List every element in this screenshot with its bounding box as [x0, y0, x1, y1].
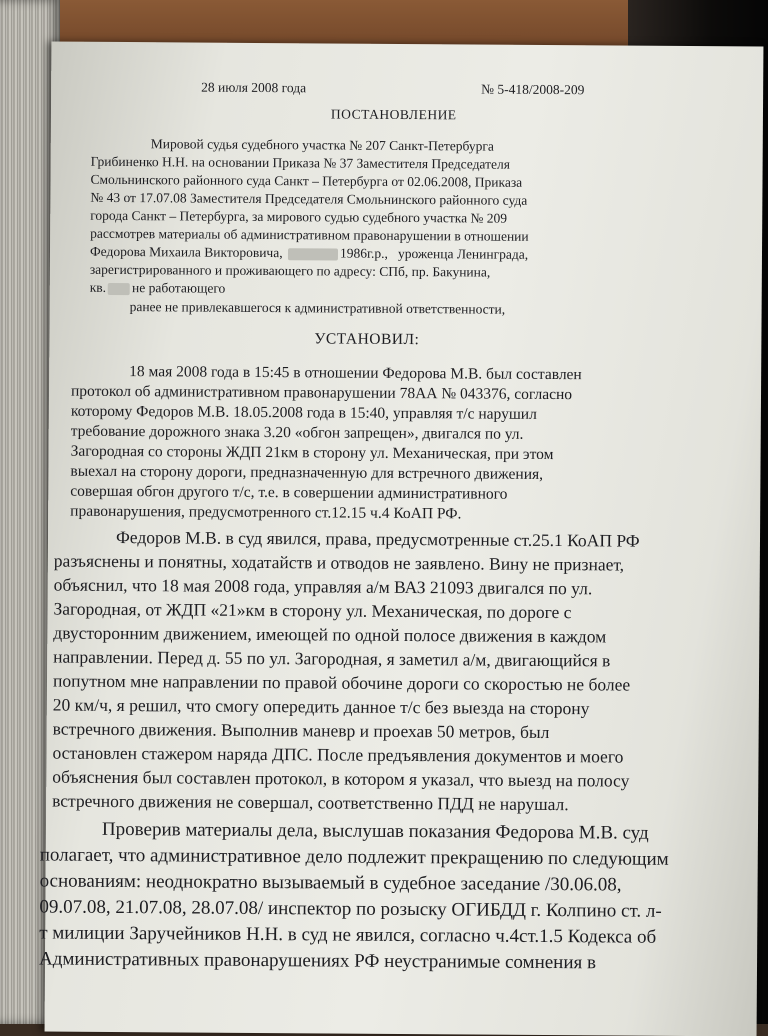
paragraph-line: объяснения был составлен протокол, в котором я указал, что выезд на полосу: [52, 766, 630, 791]
paragraph-line: остановлен стажером наряда ДПС. После предъявления документов и моего: [52, 742, 624, 767]
paragraph-line: Проверив материалы дела, выслушав показания Федорова М.В. суд: [101, 818, 649, 844]
paragraph-line: совершая обгон другого т/с, т.е. в совершении административного: [70, 482, 508, 503]
intro-line: ранее не привлекавшегося к административной ответственности,: [129, 299, 506, 317]
case-number: № 5-418/2008-209: [481, 81, 585, 98]
birth-year: 1986г.р.,: [339, 245, 388, 261]
paragraph-line: встречного движения. Выполнив маневр и проехав 50 метров, был: [52, 718, 550, 743]
document-title: ПОСТАНОВЛЕНИЕ: [330, 106, 457, 123]
paragraph-line: основаниям: неоднократно вызываемый в судебное заседание /30.06.08,: [39, 870, 622, 896]
redacted-date: [288, 248, 338, 260]
defendant-name: Федорова Михаила Викторовича,: [89, 243, 283, 261]
paragraph-line: Загородная со стороны ЖДП 21км в сторону ул. Механическая, при этом: [70, 442, 554, 464]
section-title: УСТАНОВИЛ:: [314, 330, 420, 349]
paragraph-line: разъяснены и понятны, ходатайств и отводов не заявлено. Вину не признает,: [53, 550, 625, 575]
intro-line: зарегистрированного и проживающего по адресу: СПб, пр. Бакунина,: [89, 261, 491, 280]
intro-line: Грибиненко Н.Н. на основании Приказа № 37 Заместителя Председателя: [90, 153, 510, 172]
paragraph-line: которому Федоров М.В. 18.05.2008 года в 15:40, управляя т/с нарушил: [70, 402, 537, 423]
paragraph-line: полагает, что административное дело подлежит прекращению по следующим: [39, 844, 669, 870]
document-date: 28 июля 2008 года: [201, 79, 307, 96]
paragraph-line: 09.07.08, 21.07.08, 28.07.08/ инспектор по розыску ОГИБДД г. Колпино ст. л-: [39, 896, 662, 922]
paragraph-line: Административных правонарушениях РФ неустранимые сомнения в: [38, 948, 597, 974]
employment-status: не работающего: [132, 280, 226, 296]
intro-line: рассмотрев материалы об административном правонарушении в отношении: [90, 225, 529, 244]
paragraph-line: попутном мне направлении по правой обочине дороги со скоростью не более: [52, 670, 631, 695]
intro-line: [90, 281, 226, 296]
apartment-label: кв.: [89, 279, 107, 295]
paragraph-line: Федоров М.В. в суд явился, права, предусмотренные ст.25.1 КоАП РФ: [115, 526, 640, 551]
birthplace: уроженца Ленинграда,: [397, 245, 529, 262]
paragraph-line: требование дорожного знака 3.20 «обгон запрещен», двигался по ул.: [70, 422, 524, 443]
paragraph-line: т милиции Заручейников Н.Н. в суд не явился, согласно ч.4ст.1.5 Кодекса об: [39, 922, 657, 948]
document-page: [38, 42, 764, 1036]
paragraph-line: правонарушения, предусмотренного ст.12.15 ч.4 КоАП РФ.: [70, 502, 462, 523]
intro-line: города Санкт – Петербурга, за мирового судью судебного участка № 209: [90, 207, 508, 226]
paragraph-line: 18 мая 2008 года в 15:45 в отношении Федорова М.В. был составлен: [129, 363, 582, 384]
paragraph-line: объяснил, что 18 мая 2008 года, управляя а/м ВАЗ 21093 двигался по ул.: [53, 574, 593, 599]
intro-line: Мировой судья судебного участка № 207 Санкт-Петербурга: [150, 136, 495, 154]
paragraph-line: протокол об административном правонарушении 78АА № 043376, согласно: [70, 382, 573, 404]
paragraph-line: Загородная, от ЖДП «21»км в сторону ул. Механическая, по дороге с: [53, 598, 572, 623]
paragraph-line: выехал на сторону дороги, предназначенную для встречного движения,: [70, 462, 544, 483]
intro-line: Смольнинского районного суда Санкт – Петербурга от 02.06.2008, Приказа: [90, 171, 523, 190]
paragraph-line: 20 км/ч, я решил, что смогу опередить данное т/с без выезда на сторону: [52, 694, 590, 719]
paragraph-line: двусторонним движением, имеющей по одной полосе движения в каждом: [53, 622, 607, 647]
intro-line: [90, 245, 528, 262]
paragraph-line: направлении. Перед д. 55 по ул. Загородная, я заметил а/м, двигающийся в: [53, 646, 611, 671]
redacted-apartment: [108, 283, 130, 295]
paragraph-line: встречного движения не совершал, соответственно ПДД не нарушал.: [52, 790, 569, 815]
intro-line: № 43 от 17.07.08 Заместителя Председателя Смольнинского районного суда: [90, 189, 528, 208]
